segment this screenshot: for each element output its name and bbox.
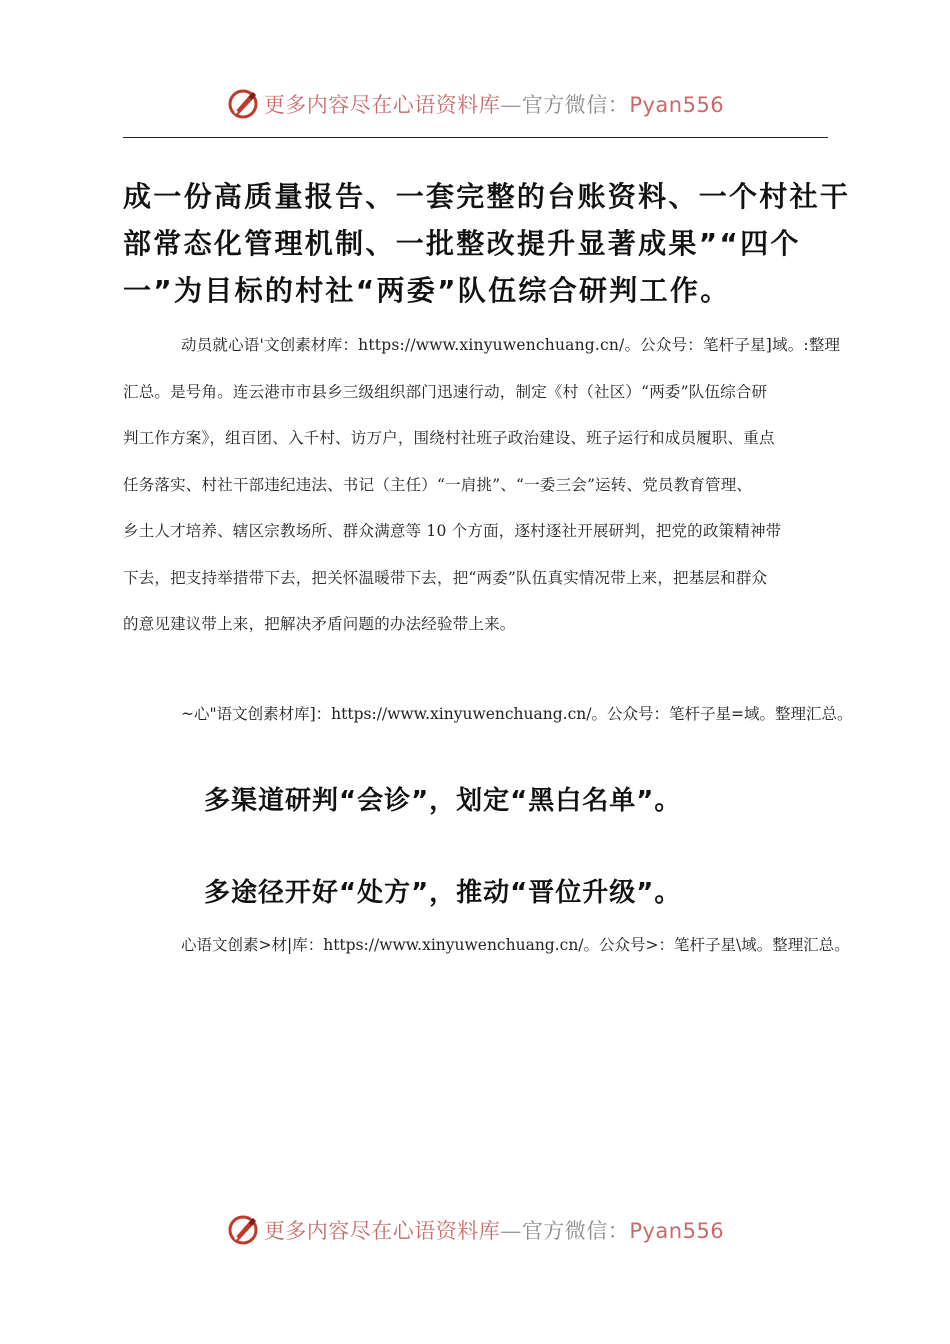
banner-wechat-label: 官方微信：	[521, 93, 630, 117]
pen-logo-icon	[226, 87, 260, 121]
banner-wechat-id: Pyan556	[629, 93, 725, 117]
paragraph-line: 动员就心语'文创素材库：https://www.xinyuwenchuang.cn/。公众号：笔杆子星]域。:整理	[181, 336, 841, 354]
banner-dash: —	[500, 1219, 522, 1243]
paragraph-line: 乡土人才培养、辖区宗教场所、群众满意等 10 个方面，逐村逐社开展研判，把党的政策精神带	[123, 522, 782, 540]
banner-wechat-label: 官方微信：	[521, 1219, 630, 1243]
pen-logo-icon	[226, 1213, 260, 1247]
paragraph-line: 的意见建议带上来，把解决矛盾问题的办法经验带上来。	[123, 615, 516, 633]
header-watermark-banner	[0, 84, 950, 124]
banner-text	[264, 89, 724, 119]
paragraph-line: 下去，把支持举措带下去，把关怀温暖带下去，把“两委”队伍真实情况带上来，把基层和群众	[123, 568, 768, 587]
banner-dash: —	[500, 93, 522, 117]
footer-watermark-banner	[0, 1210, 950, 1250]
section-subheading: 多途径开好“处方”，推动“晋位升级”。	[204, 878, 682, 908]
paragraph-line: 汇总。是号角。连云港市市县乡三级组织部门迅速行动，制定《村（社区）“两委”队伍综合研	[123, 382, 768, 401]
source-note: ~心"语文创素材库]：https://www.xinyuwenchuang.cn/。公众号：笔杆子星=域。整理汇总。	[181, 705, 853, 723]
source-note: 心语文创素>材|库：https://www.xinyuwenchuang.cn/。公众号>：笔杆子星\域。整理汇总。	[181, 936, 850, 954]
banner-main-text: 更多内容尽在心语资料库	[263, 93, 501, 117]
banner-main-text: 更多内容尽在心语资料库	[263, 1219, 501, 1243]
banner-wechat-id: Pyan556	[629, 1219, 725, 1243]
heading-line: 部常态化管理机制、一批整改提升显著成果”“四个	[123, 227, 801, 260]
heading-line: 成一份高质量报告、一套完整的台账资料、一个村社干	[123, 180, 851, 213]
body-paragraph	[123, 322, 841, 648]
paragraph-line: 判工作方案》，组百团、入千村、访万户，围绕村社班子政治建设、班子运行和成员履职、重点	[123, 429, 775, 447]
banner-text	[264, 1215, 724, 1245]
heading-line: 一”为目标的村社“两委”队伍综合研判工作。	[123, 274, 731, 307]
section-subheading: 多渠道研判“会诊”，划定“黑白名单”。	[204, 786, 682, 816]
paragraph-line: 任务落实、村社干部违纪违法、书记（主任）“一肩挑”、“一委三会”运转、党员教育管理、	[123, 475, 753, 494]
header-divider	[123, 137, 828, 138]
page-heading	[123, 173, 851, 314]
